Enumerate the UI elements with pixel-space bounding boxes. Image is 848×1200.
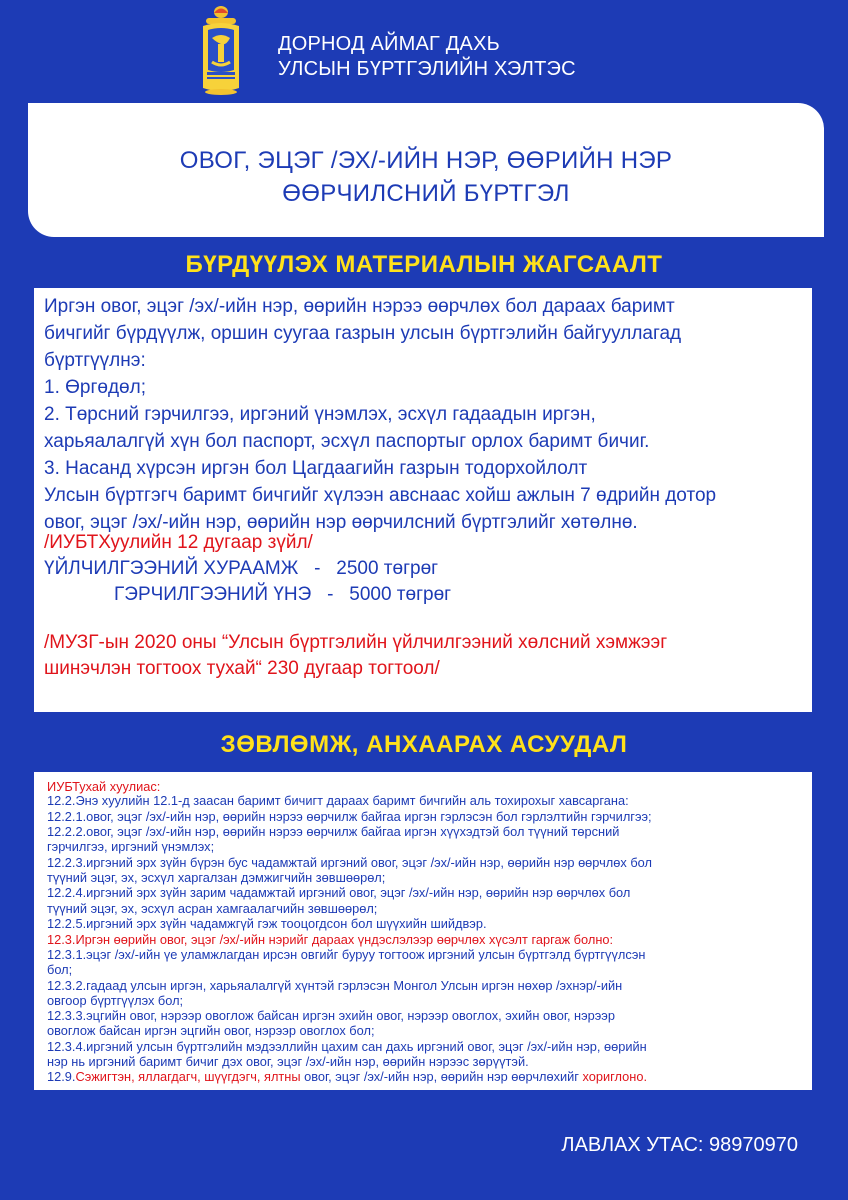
materials-line: Улсын бүртгэгч баримт бичгийг хүлээн авснаас хойш ажлын 7 өдрийн дотор [44,485,717,506]
prohibited-persons: Сэжигтэн, яллагдагч, шүүгдэгч, ялтны [75,1069,301,1084]
advice-line: 12.2.2.овог, эцэг /эх/-ийн нэр, өөрийн нэрээ өөрчилж байгаа иргэн хүүхэдтэй бол түүний төрсний [47,824,620,839]
page-title-line1: ОВОГ, ЭЦЭГ /ЭХ/-ИЙН НЭР, ӨӨРИЙН НЭР [179,147,673,174]
advice-line: бол; [47,962,73,977]
certificate-price: ГЭРЧИЛГЭЭНИЙ ҮНЭ - 5000 төгрөг [114,584,452,605]
resolution-reference: /МУЗГ-ын 2020 оны “Улсын бүртгэлийн үйлчилгээний хөлсний хэмжээг [44,632,668,653]
page-title-box [28,103,824,237]
materials-line: харьяалалгүй хүн бол паспорт, эсхүл паспортыг орлох баримт бичиг. [44,431,650,452]
state-registration-emblem-icon [196,4,246,96]
advice-line: 12.3.1.эцэг /эх/-ийн үе уламжлагдан ирсэн овгийг буруу тогтоож иргэний улсын бүртгэлд бүртгүүлсэн [47,947,646,962]
advice-line: овгоор бүртгүүлэх бол; [47,993,184,1008]
advice-line: 12.2.5.иргэний эрх зүйн чадамжгүй гэж тооцогдсон бол шүүхийн шийдвэр. [47,916,487,931]
advice-line: түүний эцэг, эх, эсхүл харгалзан дэмжигчийн зөвшөөрөл; [47,870,386,885]
page-title-line2: ӨӨРЧИЛСНИЙ БҮРТГЭЛ [282,180,570,207]
materials-line: Иргэн овог, эцэг /эх/-ийн нэр, өөрийн нэрээ өөрчлөх бол дараах баримт [44,296,675,317]
materials-line: овог, эцэг /эх/-ийн нэр, өөрийн нэр өөрчилсний бүртгэлийг хөтөлнө. [44,512,638,533]
law-reference: /ИУБТХуулийн 12 дугаар зүйл/ [44,532,313,553]
materials-line: бичгийг бүрдүүлж, оршин суугаа газрын улсын бүртгэлийн байгууллагад [44,323,682,344]
advice-line: гэрчилгээ, иргэний үнэмлэх; [47,839,215,854]
advice-line: 12.2.3.иргэний эрх зүйн бүрэн бус чадамжтай иргэний овог, эцэг /эх/-ийн нэр, өөрийн нэр өөрчлөх бол [47,855,652,870]
advice-line: 12.2.1.овог, эцэг /эх/-ийн нэр, өөрийн нэрээ өөрчилж байгаа иргэн гэрлэсэн бол гэрлэлтийн гэрчилгээ; [47,809,652,824]
advice-line: нэр нь иргэний баримт бичиг дэх овог, эцэг /эх/-ийн нэр, өөрийн нэрээс зөрүүтэй. [47,1054,529,1069]
materials-list-item: 1. Өргөдөл; [44,377,146,398]
materials-list-item: 3. Насанд хүрсэн иргэн бол Цагдаагийн газрын тодорхойлолт [44,458,588,479]
clause-number: 12.9. [47,1069,76,1084]
advice-line: 12.3.4.иргэний улсын бүртгэлийн мэдээллийн цахим сан дахь иргэний овог, эцэг /эх/-ийн нэр, өөрийн [47,1039,647,1054]
reference-phone: ЛАВЛАХ УТАС: 98970970 [561,1134,798,1156]
resolution-reference: шинэчлэн тогтоох тухай“ 230 дугаар тогтоол/ [44,658,440,679]
materials-line: бүртгүүлнэ: [44,350,146,371]
advice-line: түүний эцэг, эх, эсхүл асран хамгаалагчийн зөвшөөрөл; [47,901,378,916]
organization-name-line2: УЛСЫН БҮРТГЭЛИЙН ХЭЛТЭС [278,58,576,80]
advice-line: 12.3.3.эцгийн овог, нэрээр овоглож байсан иргэн эхийн овог, нэрээр овоглох, эхийн овог, нэрээр [47,1008,615,1023]
prohibition-text: овог, эцэг /эх/-ийн нэр, өөрийн нэр өөрчлөхийг [300,1069,583,1084]
materials-panel [34,288,812,712]
service-fee: ҮЙЛЧИЛГЭЭНИЙ ХУРААМЖ - 2500 төгрөг [44,558,439,579]
advice-line: овоглож байсан иргэн эцгийн овог, нэрээр овоглох бол; [47,1023,375,1038]
advice-panel [34,772,812,1090]
materials-heading: БҮРДҮҮЛЭХ МАТЕРИАЛЫН ЖАГСААЛТ [185,251,663,278]
advice-line-prohibition [47,1070,647,1084]
advice-heading: ЗӨВЛӨМЖ, АНХААРАХ АСУУДАЛ [220,731,628,758]
advice-line: 12.3.Иргэн өөрийн овог, эцэг /эх/-ийн нэрийг дараах үндэслэлээр өөрчлөх хүсэлт гаргаж болно: [47,932,614,947]
organization-name-line1: ДОРНОД АЙМАГ ДАХЬ [278,33,500,55]
advice-line: 12.2.4.иргэний эрх зүйн зарим чадамжтай иргэний овог, эцэг /эх/-ийн нэр, өөрийн нэр өөрчлөх бол [47,885,631,900]
materials-list-item: 2. Төрсний гэрчилгээ, иргэний үнэмлэх, эсхүл гадаадын иргэн, [44,404,596,425]
advice-line: ИУБТухай хуулиас: [47,779,161,794]
prohibited-word: хориглоно. [582,1069,648,1084]
organization-name [278,32,576,82]
advice-line: 12.2.Энэ хуулийн 12.1-д заасан баримт бичигт дараах баримт бичгийн аль тохирохыг хавсаргана: [47,793,629,808]
advice-line: 12.3.2.гадаад улсын иргэн, харьяалалгүй хүнтэй гэрлэсэн Монгол Улсын иргэн нөхөр /эхнэр/-ийн [47,978,623,993]
